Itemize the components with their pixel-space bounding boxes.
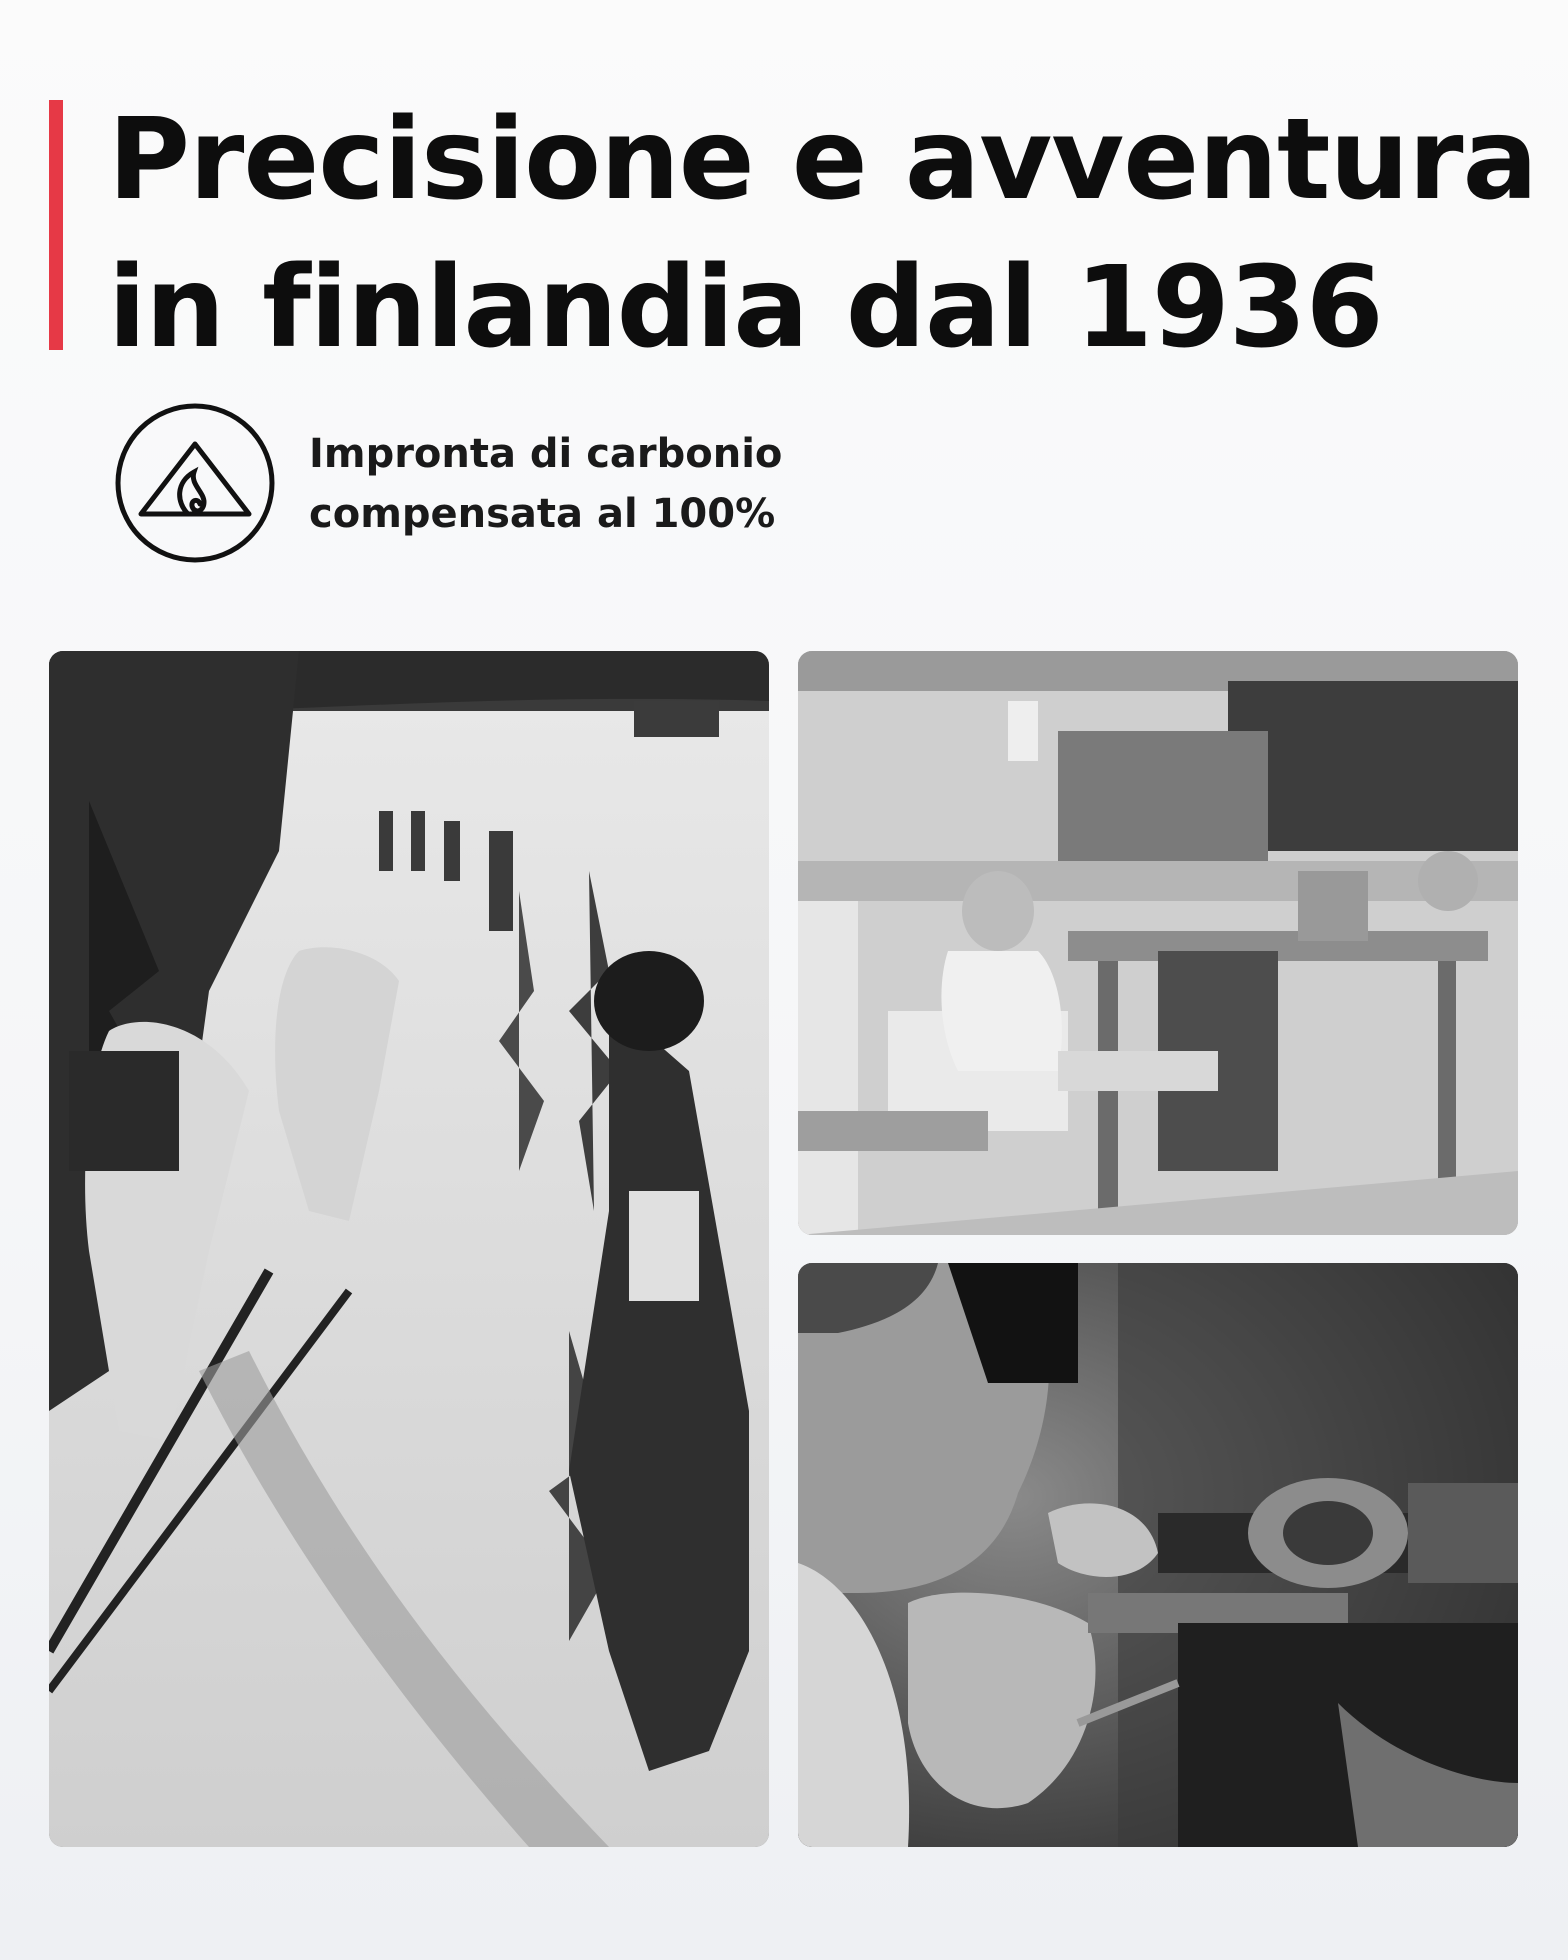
accent-bar [49,100,63,350]
photo-watchmaker-lathe [798,1263,1518,1847]
badge-line-1: Impronta di carbonio [309,431,783,477]
carbon-neutral-leaf-icon [114,402,276,564]
badge-line-2: compensata al 100% [309,491,776,537]
photo-skiers-in-snow [49,651,769,1847]
carbon-badge-text [309,424,782,544]
title-line-1: Precisione e avventura [108,95,1538,225]
title-line-2: in finlandia dal 1936 [108,243,1383,373]
page-title [108,86,1538,382]
photo-workshop [798,651,1518,1235]
